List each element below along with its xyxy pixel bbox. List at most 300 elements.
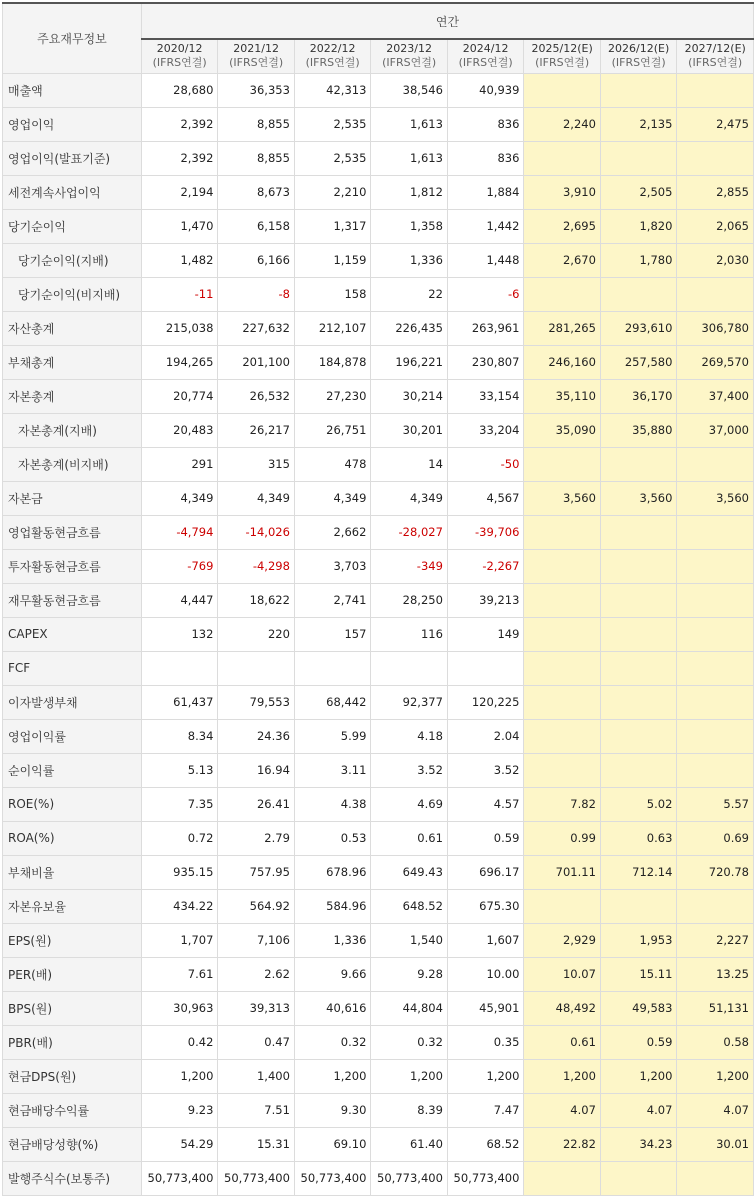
row-label: 자산총계 — [3, 311, 142, 345]
table-cell: 315 — [218, 447, 295, 481]
table-cell: 3.52 — [371, 753, 448, 787]
table-cell — [677, 447, 754, 481]
table-cell: 14 — [371, 447, 448, 481]
table-cell: 35,110 — [524, 379, 601, 413]
table-cell: 7.47 — [447, 1093, 524, 1127]
table-row — [3, 685, 754, 719]
table-cell: 7,106 — [218, 923, 295, 957]
table-cell: 30,963 — [141, 991, 218, 1025]
table-cell: 157 — [294, 617, 371, 651]
table-cell: 50,773,400 — [294, 1161, 371, 1195]
annual-header: 연간 — [141, 3, 753, 39]
table-cell: 35,880 — [600, 413, 677, 447]
table-cell: 649.43 — [371, 855, 448, 889]
table-cell: 4.07 — [677, 1093, 754, 1127]
row-label: 현금배당수익률 — [3, 1093, 142, 1127]
year-period: 2022/12 — [309, 42, 356, 56]
table-cell: 6,158 — [218, 209, 295, 243]
table-cell: 49,583 — [600, 991, 677, 1025]
row-label: BPS(원) — [3, 991, 142, 1025]
table-cell: 1,336 — [371, 243, 448, 277]
table-cell: 306,780 — [677, 311, 754, 345]
table-cell — [294, 651, 371, 685]
table-cell: 27,230 — [294, 379, 371, 413]
table-cell: 2,392 — [141, 141, 218, 175]
table-cell — [524, 685, 601, 719]
table-cell: 3.11 — [294, 753, 371, 787]
table-cell: 61,437 — [141, 685, 218, 719]
table-cell: 1,448 — [447, 243, 524, 277]
table-cell — [677, 651, 754, 685]
table-cell: 4.69 — [371, 787, 448, 821]
table-row — [3, 855, 754, 889]
row-label: 순이익률 — [3, 753, 142, 787]
table-cell: 50,773,400 — [141, 1161, 218, 1195]
table-row — [3, 583, 754, 617]
table-cell — [524, 447, 601, 481]
table-cell: 69.10 — [294, 1127, 371, 1161]
table-cell — [524, 277, 601, 311]
year-period: 2026/12(E) — [608, 42, 670, 56]
table-cell: 2,535 — [294, 107, 371, 141]
table-cell: 7.82 — [524, 787, 601, 821]
year-period: 2021/12 — [233, 42, 279, 56]
year-period: 2023/12 — [386, 42, 432, 56]
row-label: 자본유보율 — [3, 889, 142, 923]
table-cell: 1,442 — [447, 209, 524, 243]
table-cell: 37,000 — [677, 413, 754, 447]
table-cell: 15.11 — [600, 957, 677, 991]
table-cell — [524, 549, 601, 583]
row-label: 발행주식수(보통주) — [3, 1161, 142, 1195]
table-cell: 2,505 — [600, 175, 677, 209]
table-cell: 68,442 — [294, 685, 371, 719]
table-cell: 79,553 — [218, 685, 295, 719]
table-cell: 1,607 — [447, 923, 524, 957]
table-cell: 16.94 — [218, 753, 295, 787]
table-cell — [524, 753, 601, 787]
year-header — [141, 39, 218, 73]
table-cell: 2,929 — [524, 923, 601, 957]
table-cell — [677, 515, 754, 549]
table-cell: 2,194 — [141, 175, 218, 209]
table-cell: 0.63 — [600, 821, 677, 855]
row-label: 매출액 — [3, 73, 142, 107]
table-cell — [600, 447, 677, 481]
table-cell — [600, 617, 677, 651]
year-header — [524, 39, 601, 73]
table-row — [3, 889, 754, 923]
table-row — [3, 107, 754, 141]
table-cell: 1,200 — [141, 1059, 218, 1093]
table-cell: 196,221 — [371, 345, 448, 379]
table-cell: 836 — [447, 107, 524, 141]
table-cell: 0.42 — [141, 1025, 218, 1059]
table-cell — [600, 141, 677, 175]
year-header — [600, 39, 677, 73]
table-row — [3, 515, 754, 549]
year-basis: (IFRS연결) — [688, 56, 743, 70]
table-cell: 8.34 — [141, 719, 218, 753]
table-cell: 24.36 — [218, 719, 295, 753]
table-row — [3, 991, 754, 1025]
table-cell: 7.51 — [218, 1093, 295, 1127]
row-label: EPS(원) — [3, 923, 142, 957]
table-row — [3, 753, 754, 787]
table-cell: 0.72 — [141, 821, 218, 855]
table-cell: 1,159 — [294, 243, 371, 277]
table-row — [3, 1059, 754, 1093]
table-cell: 5.99 — [294, 719, 371, 753]
table-cell — [600, 1161, 677, 1195]
table-cell — [524, 583, 601, 617]
table-cell — [677, 141, 754, 175]
table-cell: 4,349 — [294, 481, 371, 515]
table-cell: -8 — [218, 277, 295, 311]
table-cell: 28,250 — [371, 583, 448, 617]
year-header — [371, 39, 448, 73]
table-cell: 33,204 — [447, 413, 524, 447]
table-cell: 22.82 — [524, 1127, 601, 1161]
table-cell: 0.69 — [677, 821, 754, 855]
table-cell: -39,706 — [447, 515, 524, 549]
table-cell: 40,939 — [447, 73, 524, 107]
year-basis: (IFRS연결) — [611, 56, 666, 70]
table-cell: 281,265 — [524, 311, 601, 345]
table-cell — [600, 73, 677, 107]
table-row — [3, 821, 754, 855]
table-cell — [677, 277, 754, 311]
table-row — [3, 379, 754, 413]
row-label: 재무활동현금흐름 — [3, 583, 142, 617]
table-cell: 9.66 — [294, 957, 371, 991]
table-cell: 0.32 — [371, 1025, 448, 1059]
table-cell: 26.41 — [218, 787, 295, 821]
table-cell: 30,214 — [371, 379, 448, 413]
table-cell: 61.40 — [371, 1127, 448, 1161]
corner-header: 주요재무정보 — [3, 3, 142, 73]
table-row — [3, 923, 754, 957]
table-cell: 2,475 — [677, 107, 754, 141]
table-cell: 696.17 — [447, 855, 524, 889]
table-cell: 5.02 — [600, 787, 677, 821]
table-cell — [600, 549, 677, 583]
table-cell: 1,613 — [371, 107, 448, 141]
row-label: 부채비율 — [3, 855, 142, 889]
table-cell: 3,560 — [524, 481, 601, 515]
table-cell: 2,240 — [524, 107, 601, 141]
table-cell — [447, 651, 524, 685]
table-cell: 1,707 — [141, 923, 218, 957]
table-cell: -28,027 — [371, 515, 448, 549]
table-cell: 648.52 — [371, 889, 448, 923]
table-cell: 50,773,400 — [447, 1161, 524, 1195]
table-cell: 4,349 — [218, 481, 295, 515]
table-row — [3, 345, 754, 379]
table-cell: -769 — [141, 549, 218, 583]
table-cell: 1,884 — [447, 175, 524, 209]
year-period: 2025/12(E) — [531, 42, 593, 56]
row-label: PBR(배) — [3, 1025, 142, 1059]
table-cell: 18,622 — [218, 583, 295, 617]
table-cell: -50 — [447, 447, 524, 481]
table-cell: 10.00 — [447, 957, 524, 991]
table-cell: 1,200 — [294, 1059, 371, 1093]
table-cell: 42,313 — [294, 73, 371, 107]
table-cell: 37,400 — [677, 379, 754, 413]
table-cell — [600, 277, 677, 311]
table-cell: 48,492 — [524, 991, 601, 1025]
table-cell: 1,200 — [600, 1059, 677, 1093]
table-cell: 68.52 — [447, 1127, 524, 1161]
table-cell: 269,570 — [677, 345, 754, 379]
table-cell — [677, 753, 754, 787]
year-header — [677, 39, 754, 73]
table-cell: 92,377 — [371, 685, 448, 719]
table-cell: 50,773,400 — [218, 1161, 295, 1195]
table-cell — [600, 685, 677, 719]
row-label: 당기순이익(지배) — [3, 243, 142, 277]
table-cell: 935.15 — [141, 855, 218, 889]
table-cell: 5.57 — [677, 787, 754, 821]
table-row — [3, 243, 754, 277]
table-cell: 3,560 — [600, 481, 677, 515]
table-cell: 1,780 — [600, 243, 677, 277]
table-cell: 2,030 — [677, 243, 754, 277]
table-cell: 9.28 — [371, 957, 448, 991]
table-cell: 0.59 — [600, 1025, 677, 1059]
table-cell: 8,673 — [218, 175, 295, 209]
table-cell: 0.35 — [447, 1025, 524, 1059]
table-cell: 28,680 — [141, 73, 218, 107]
table-cell: 26,532 — [218, 379, 295, 413]
table-cell: 9.23 — [141, 1093, 218, 1127]
table-cell: 36,170 — [600, 379, 677, 413]
table-cell: 20,774 — [141, 379, 218, 413]
table-cell: 39,313 — [218, 991, 295, 1025]
table-cell: 836 — [447, 141, 524, 175]
table-cell: 7.61 — [141, 957, 218, 991]
table-cell: -2,267 — [447, 549, 524, 583]
table-cell: 2,855 — [677, 175, 754, 209]
table-cell: 2,392 — [141, 107, 218, 141]
table-cell: 4.57 — [447, 787, 524, 821]
table-cell: 2,065 — [677, 209, 754, 243]
table-cell: -4,298 — [218, 549, 295, 583]
table-cell: 44,804 — [371, 991, 448, 1025]
table-cell: 33,154 — [447, 379, 524, 413]
table-cell — [600, 651, 677, 685]
table-row — [3, 141, 754, 175]
table-cell: 22 — [371, 277, 448, 311]
table-cell: 0.61 — [371, 821, 448, 855]
table-cell: 2,662 — [294, 515, 371, 549]
table-cell — [677, 73, 754, 107]
table-cell: 212,107 — [294, 311, 371, 345]
table-row — [3, 549, 754, 583]
table-cell: 2,210 — [294, 175, 371, 209]
table-cell: 38,546 — [371, 73, 448, 107]
table-cell: 291 — [141, 447, 218, 481]
row-label: 이자발생부채 — [3, 685, 142, 719]
table-cell: 2,741 — [294, 583, 371, 617]
table-cell — [524, 73, 601, 107]
table-row — [3, 311, 754, 345]
table-cell: 246,160 — [524, 345, 601, 379]
table-cell: 720.78 — [677, 855, 754, 889]
row-label: CAPEX — [3, 617, 142, 651]
table-cell: 257,580 — [600, 345, 677, 379]
row-label: 부채총계 — [3, 345, 142, 379]
table-cell: 0.99 — [524, 821, 601, 855]
table-cell: 4,349 — [141, 481, 218, 515]
table-row — [3, 787, 754, 821]
row-label: ROE(%) — [3, 787, 142, 821]
table-cell: 45,901 — [447, 991, 524, 1025]
table-cell: 36,353 — [218, 73, 295, 107]
year-header — [447, 39, 524, 73]
table-cell — [677, 719, 754, 753]
table-row — [3, 209, 754, 243]
table-cell: 230,807 — [447, 345, 524, 379]
table-cell — [371, 651, 448, 685]
table-row — [3, 481, 754, 515]
table-cell: 1,317 — [294, 209, 371, 243]
year-basis: (IFRS연결) — [305, 56, 360, 70]
table-cell: 1,200 — [371, 1059, 448, 1093]
table-cell: 1,200 — [524, 1059, 601, 1093]
table-cell — [600, 515, 677, 549]
table-cell: 0.59 — [447, 821, 524, 855]
table-cell: 2,535 — [294, 141, 371, 175]
table-cell: 8,855 — [218, 141, 295, 175]
table-cell: 0.53 — [294, 821, 371, 855]
table-cell: 478 — [294, 447, 371, 481]
table-cell — [524, 651, 601, 685]
table-cell: 3,910 — [524, 175, 601, 209]
row-label: 영업이익률 — [3, 719, 142, 753]
table-cell: 158 — [294, 277, 371, 311]
table-cell — [677, 549, 754, 583]
table-row — [3, 651, 754, 685]
table-cell: 35,090 — [524, 413, 601, 447]
table-cell — [141, 651, 218, 685]
row-label: PER(배) — [3, 957, 142, 991]
table-cell: 1,200 — [447, 1059, 524, 1093]
year-basis: (IFRS연결) — [535, 56, 590, 70]
table-cell: 8.39 — [371, 1093, 448, 1127]
year-basis: (IFRS연결) — [229, 56, 284, 70]
table-cell: 184,878 — [294, 345, 371, 379]
table-cell — [524, 889, 601, 923]
table-cell: 3.52 — [447, 753, 524, 787]
table-cell: 9.30 — [294, 1093, 371, 1127]
table-cell: 7.35 — [141, 787, 218, 821]
table-row — [3, 1093, 754, 1127]
table-cell: 1,812 — [371, 175, 448, 209]
table-cell: 4.07 — [524, 1093, 601, 1127]
table-cell: 0.61 — [524, 1025, 601, 1059]
table-cell: 26,751 — [294, 413, 371, 447]
table-cell: 26,217 — [218, 413, 295, 447]
table-cell: 10.07 — [524, 957, 601, 991]
table-cell: 30,201 — [371, 413, 448, 447]
table-row — [3, 447, 754, 481]
table-cell: 3,560 — [677, 481, 754, 515]
table-cell — [677, 889, 754, 923]
table-cell: 4.38 — [294, 787, 371, 821]
table-row — [3, 719, 754, 753]
year-header — [294, 39, 371, 73]
table-cell: 1,953 — [600, 923, 677, 957]
table-cell: 2.79 — [218, 821, 295, 855]
table-cell — [524, 141, 601, 175]
table-cell: 1,200 — [677, 1059, 754, 1093]
table-cell: 194,265 — [141, 345, 218, 379]
table-cell: 50,773,400 — [371, 1161, 448, 1195]
table-cell: 13.25 — [677, 957, 754, 991]
table-cell: 220 — [218, 617, 295, 651]
table-cell: 678.96 — [294, 855, 371, 889]
table-cell: 2,227 — [677, 923, 754, 957]
table-cell — [524, 719, 601, 753]
table-cell: -14,026 — [218, 515, 295, 549]
table-cell — [600, 889, 677, 923]
table-cell: 39,213 — [447, 583, 524, 617]
row-label: 당기순이익(비지배) — [3, 277, 142, 311]
year-basis: (IFRS연결) — [458, 56, 513, 70]
row-label: 영업활동현금흐름 — [3, 515, 142, 549]
table-cell: -11 — [141, 277, 218, 311]
table-cell: 4,447 — [141, 583, 218, 617]
table-row — [3, 73, 754, 107]
table-row — [3, 1025, 754, 1059]
table-cell: 54.29 — [141, 1127, 218, 1161]
table-cell: 34.23 — [600, 1127, 677, 1161]
table-cell — [677, 685, 754, 719]
table-cell: 2.62 — [218, 957, 295, 991]
table-cell: 1,482 — [141, 243, 218, 277]
row-label: FCF — [3, 651, 142, 685]
year-period: 2020/12 — [156, 42, 203, 56]
table-cell: 4.07 — [600, 1093, 677, 1127]
table-row — [3, 617, 754, 651]
table-cell: 15.31 — [218, 1127, 295, 1161]
table-cell: 0.58 — [677, 1025, 754, 1059]
table-cell: 30.01 — [677, 1127, 754, 1161]
row-label: 자본총계(비지배) — [3, 447, 142, 481]
table-cell: 2,695 — [524, 209, 601, 243]
table-cell — [677, 617, 754, 651]
table-cell: 5.13 — [141, 753, 218, 787]
table-cell: 51,131 — [677, 991, 754, 1025]
table-cell: 757.95 — [218, 855, 295, 889]
row-label: 자본총계(지배) — [3, 413, 142, 447]
table-cell — [524, 1161, 601, 1195]
table-cell: 226,435 — [371, 311, 448, 345]
table-cell: 701.11 — [524, 855, 601, 889]
table-cell — [524, 515, 601, 549]
table-cell: 3,703 — [294, 549, 371, 583]
row-label: 세전계속사업이익 — [3, 175, 142, 209]
table-cell: 1,336 — [294, 923, 371, 957]
table-cell: 1,470 — [141, 209, 218, 243]
table-cell: 1,400 — [218, 1059, 295, 1093]
table-row — [3, 413, 754, 447]
table-cell — [600, 583, 677, 617]
table-cell: -6 — [447, 277, 524, 311]
table-cell: 1,613 — [371, 141, 448, 175]
